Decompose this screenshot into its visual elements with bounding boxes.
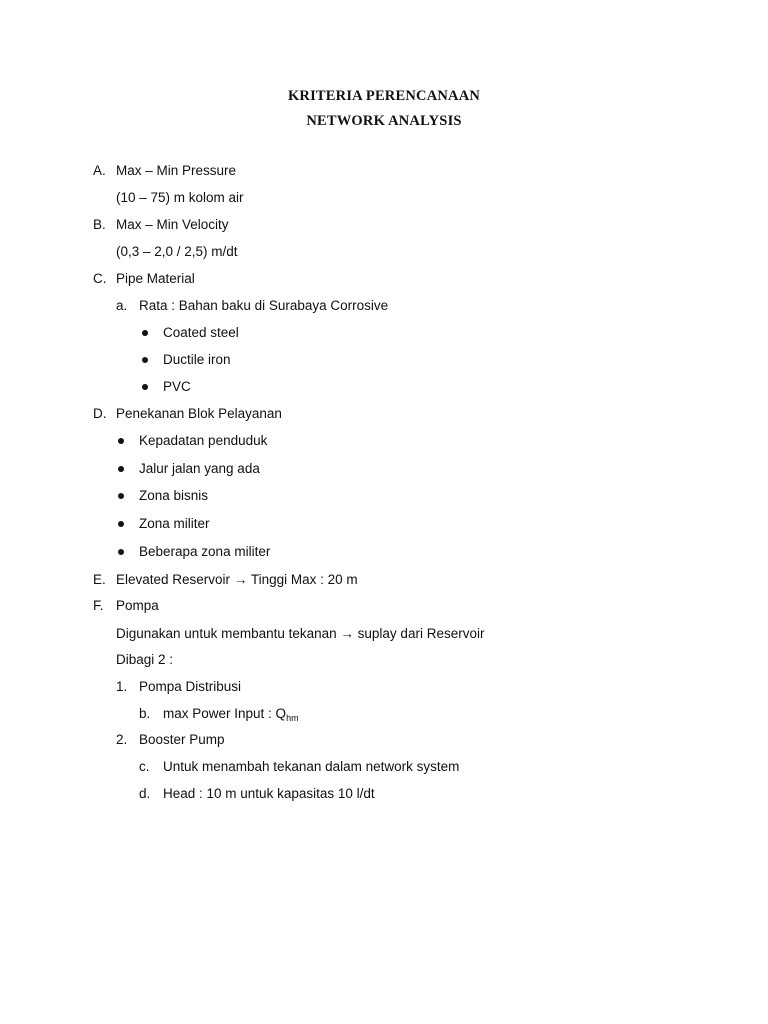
section-b-marker: B. [93,217,106,232]
section-c-bullet-item: PVC [163,379,191,394]
section-e-marker: E. [93,572,106,587]
pump-item-label: Booster Pump [139,732,225,747]
section-a-heading: Max – Min Pressure [116,163,237,178]
bullet-icon [118,466,124,472]
section-c-sub-marker: a. [116,298,128,313]
section-c-bullet-item: Coated steel [163,325,239,340]
pump-sub-text: Untuk menambah tekanan dalam network system [163,759,460,774]
section-f-marker: F. [93,598,104,613]
arrow-right-icon: → [340,626,354,641]
section-f-line-1 [116,625,484,643]
pump-item-marker: 1. [116,679,128,694]
bullet-icon [142,384,148,390]
section-d-bullet-item: Kepadatan penduduk [139,433,268,448]
arrow-right-icon: → [233,572,248,587]
section-d-marker: D. [93,406,107,421]
bullet-icon [118,493,124,499]
section-f-line-2: Dibagi 2 : [116,652,174,667]
section-d-bullet-item: Zona bisnis [139,488,209,503]
section-e-text-after: Tinggi Max : 20 m [247,572,358,587]
power-input-text: max Power Input : Q [163,706,287,721]
section-c-marker: C. [93,271,107,286]
pump-sub-text: Head : 10 m untuk kapasitas 10 l/dt [163,786,375,801]
section-c-heading: Pipe Material [116,271,195,286]
pump-item-marker: 2. [116,732,128,747]
section-d-heading: Penekanan Blok Pelayanan [116,406,282,421]
section-e-text [116,571,358,589]
section-f-line-1-before: Digunakan untuk membantu tekanan [116,626,341,641]
section-f-heading: Pompa [116,598,159,613]
section-f-line-1-after: suplay dari Reservoir [353,626,485,641]
pump-item-label: Pompa Distribusi [139,679,242,694]
pump-sub-marker: d. [139,786,151,801]
document-title-line-1: KRITERIA PERENCANAAN [287,88,481,104]
pump-sub-text [163,705,299,723]
bullet-icon [142,330,148,336]
section-d-bullet-item: Beberapa zona militer [139,544,271,559]
document-title-line-2: NETWORK ANALYSIS [306,113,462,129]
section-b-heading: Max – Min Velocity [116,217,229,232]
pump-sub-marker: b. [139,706,151,721]
section-c-bullet-item: Ductile iron [163,352,231,367]
bullet-icon [118,438,124,444]
section-b-detail: (0,3 – 2,0 / 2,5) m/dt [116,244,238,259]
section-e-text-before: Elevated Reservoir [116,572,234,587]
section-d-bullet-item: Jalur jalan yang ada [139,461,260,476]
section-c-sub-text: Rata : Bahan baku di Surabaya Corrosive [139,298,389,313]
bullet-icon [118,521,124,527]
power-input-subscript: hm [286,713,299,723]
section-d-bullet-item: Zona militer [139,516,210,531]
section-a-detail: (10 – 75) m kolom air [116,190,244,205]
bullet-icon [142,357,148,363]
section-a-marker: A. [93,163,106,178]
bullet-icon [118,549,124,555]
pump-sub-marker: c. [139,759,150,774]
